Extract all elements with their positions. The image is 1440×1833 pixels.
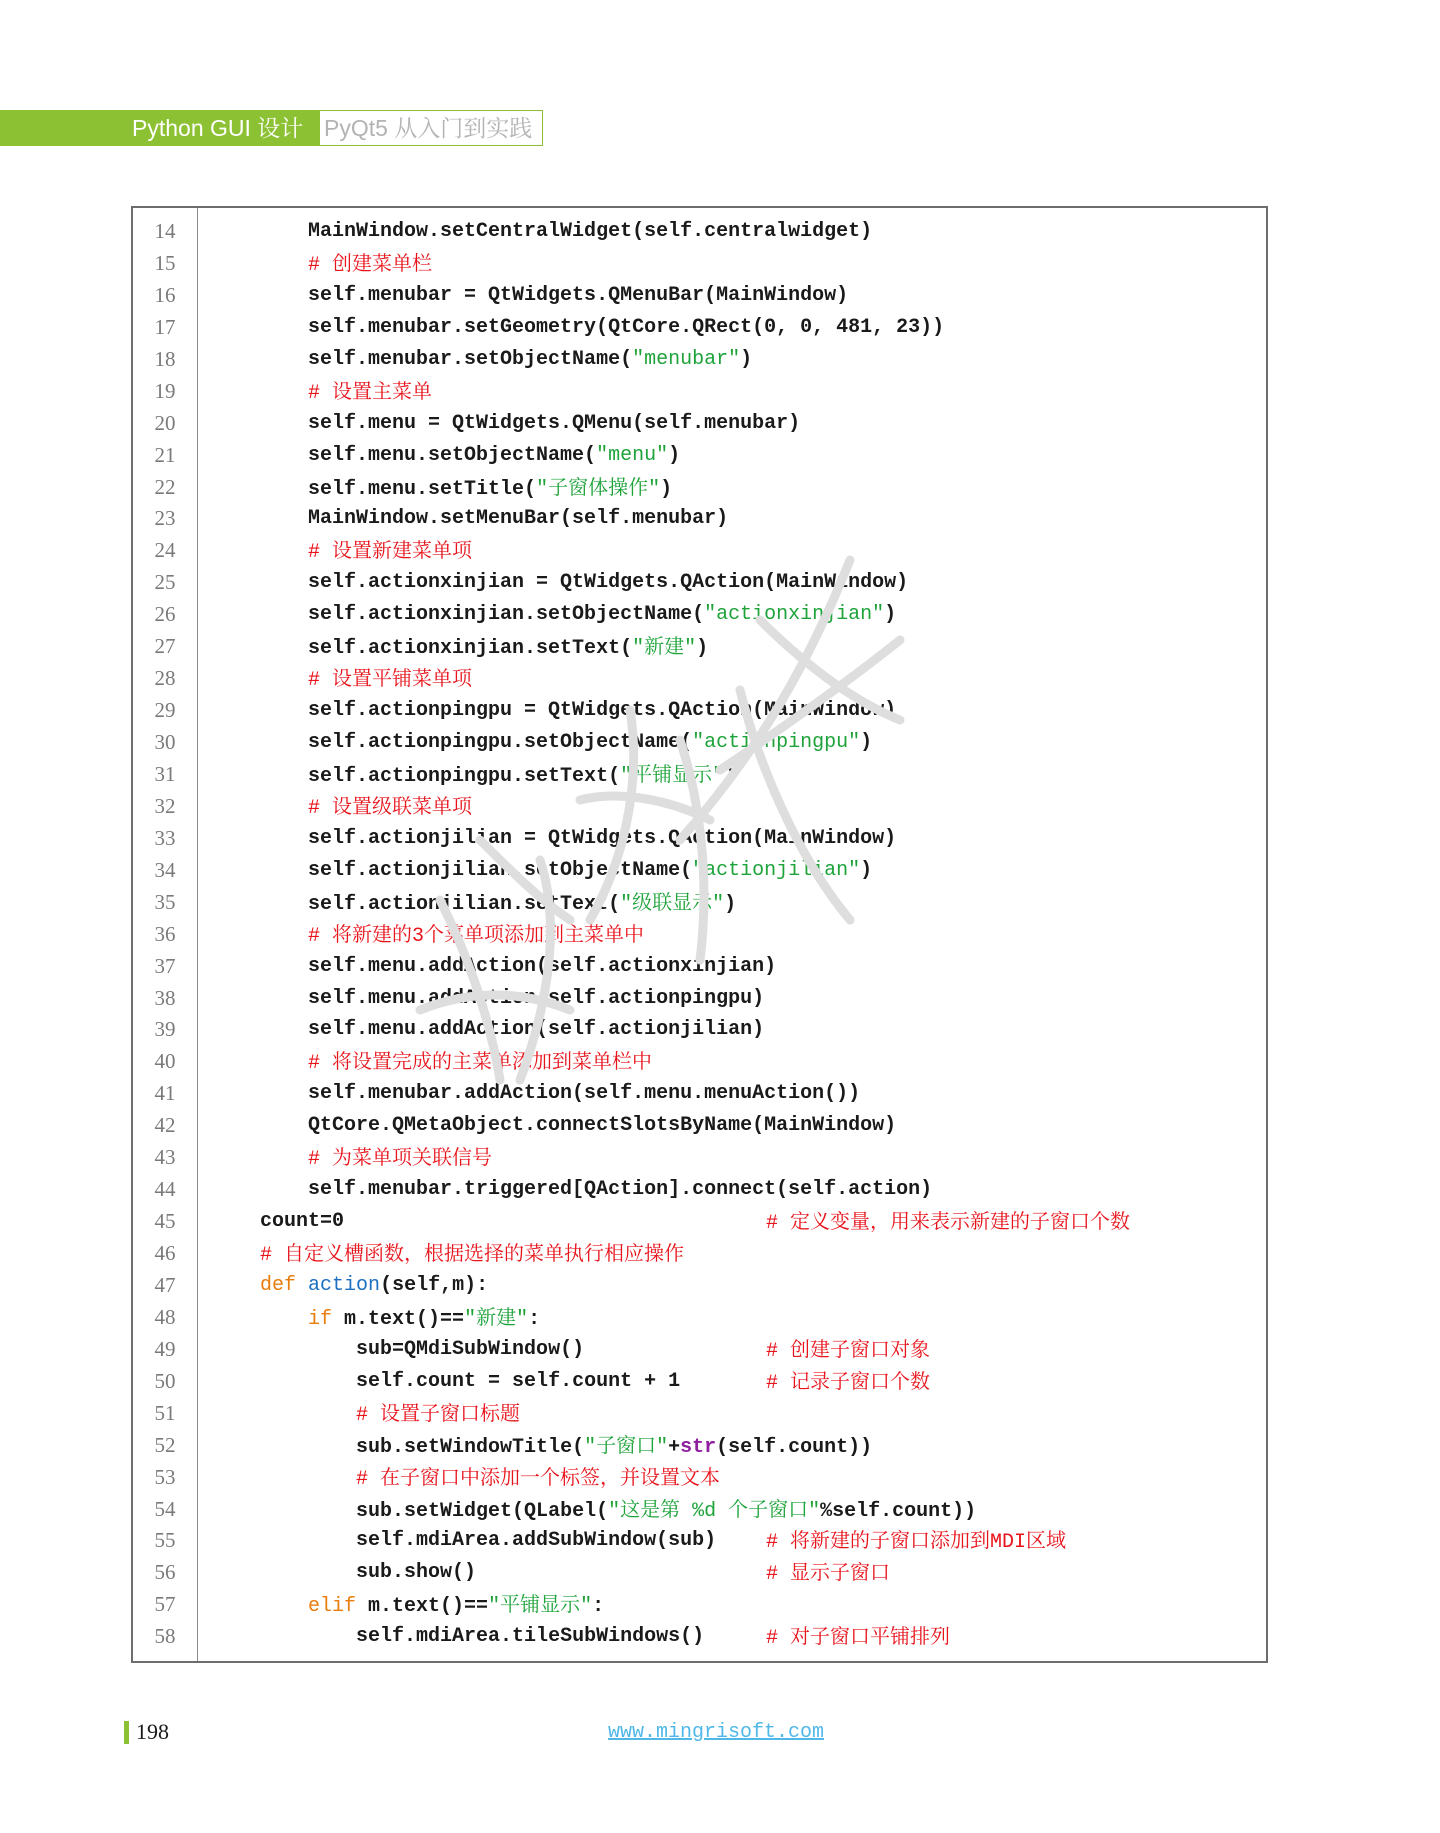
- code-line: [133, 887, 1266, 919]
- code-line: [133, 1462, 1266, 1494]
- code-line: [133, 1014, 1266, 1046]
- code-line: [133, 951, 1266, 983]
- line-number: 42: [154, 1113, 176, 1138]
- code-text: [212, 1334, 584, 1366]
- page-number: 198: [136, 1719, 169, 1744]
- line-number: 58: [154, 1624, 176, 1649]
- code-line: [133, 344, 1266, 376]
- code-line: [133, 1238, 1266, 1270]
- line-number: 48: [154, 1304, 176, 1329]
- line-number: 32: [154, 793, 176, 818]
- code-line: [133, 376, 1266, 408]
- code-text: [212, 1206, 344, 1238]
- token-string: "actionpingpu": [692, 731, 861, 754]
- line-number: 52: [154, 1432, 176, 1457]
- code-listing: [131, 206, 1268, 1663]
- token-comment: # 设置级联菜单项: [308, 793, 473, 820]
- code-line: [133, 1621, 1266, 1653]
- code-text: [212, 280, 848, 312]
- code-line: [133, 1525, 1266, 1557]
- token-plain: self.actionpingpu = QtWidgets.QAction(MainWindow): [308, 699, 897, 723]
- code-line: [133, 216, 1266, 248]
- token-plain: self.actionxinjian = QtWidgets.QAction(MainWindow): [308, 571, 909, 595]
- book-title: Python GUI 设计: [132, 115, 304, 141]
- line-number: 45: [154, 1209, 176, 1234]
- code-line: [133, 1366, 1266, 1398]
- line-number: 44: [154, 1177, 176, 1202]
- token-comment: # 将新建的3个菜单项添加到主菜单中: [308, 921, 645, 948]
- code-line: [133, 1557, 1266, 1589]
- code-line: [133, 408, 1266, 440]
- code-text: [212, 983, 764, 1015]
- code-text: [212, 472, 672, 506]
- code-text: [212, 1621, 704, 1653]
- code-text: [212, 1014, 764, 1046]
- token-plain: self.menu.addAction(self.actionpingpu): [308, 986, 765, 1010]
- code-text: [212, 503, 728, 535]
- token-plain: ): [724, 764, 737, 788]
- code-line: [133, 312, 1266, 344]
- token-plain: ): [884, 603, 897, 627]
- code-line: [133, 1046, 1266, 1078]
- code-line: [133, 280, 1266, 312]
- token-plain: self.menubar.setGeometry(QtCore.QRect(0, 0, 481, 23)): [308, 315, 945, 339]
- code-line: [133, 1174, 1266, 1206]
- token-plain: self.menu.addAction(self.actionxinjian): [308, 954, 777, 978]
- line-number: 38: [154, 985, 176, 1010]
- website-link[interactable]: www.mingrisoft.com: [608, 1721, 825, 1744]
- code-text: [212, 599, 896, 631]
- code-line: [133, 535, 1266, 567]
- line-number: 21: [154, 442, 176, 467]
- line-number: 40: [154, 1049, 176, 1074]
- line-number: 53: [154, 1464, 176, 1489]
- token-plain: self.actionpingpu.setText(: [308, 764, 621, 788]
- code-text: [212, 1494, 976, 1528]
- code-line: [133, 1206, 1266, 1238]
- code-line: [133, 1398, 1266, 1430]
- line-number: 29: [154, 698, 176, 723]
- code-line: [133, 599, 1266, 631]
- code-text: [212, 1398, 520, 1432]
- line-number: 57: [154, 1592, 176, 1617]
- code-text: [212, 1046, 652, 1080]
- code-text: [212, 1462, 720, 1496]
- token-plain: ): [740, 347, 753, 371]
- token-plain: sub.show(): [356, 1561, 477, 1585]
- line-number: 56: [154, 1560, 176, 1585]
- code-text: [212, 695, 896, 727]
- token-func: action: [308, 1273, 381, 1297]
- line-number: 22: [154, 474, 176, 499]
- code-lines: [133, 216, 1266, 1653]
- code-line: [133, 1142, 1266, 1174]
- token-keyword: def: [260, 1273, 297, 1297]
- token-plain: self.actionjilian.setText(: [308, 892, 621, 916]
- line-number: 15: [154, 250, 176, 275]
- code-text: [212, 1174, 932, 1206]
- line-number: 51: [154, 1400, 176, 1425]
- token-plain: m.text()==: [332, 1307, 465, 1331]
- token-plain: ): [668, 443, 681, 467]
- line-number: 19: [154, 378, 176, 403]
- token-string: "平铺显示": [620, 761, 725, 788]
- token-builtin: str: [680, 1435, 717, 1459]
- line-number: 17: [154, 314, 176, 339]
- token-plain: MainWindow.setCentralWidget(self.centralwidget): [308, 220, 873, 243]
- token-plain: self.actionjilian.setObjectName(: [308, 858, 693, 882]
- code-text: [212, 823, 896, 855]
- line-number: 18: [154, 346, 176, 371]
- token-plain: self.actionpingpu.setObjectName(: [308, 731, 693, 754]
- token-plain: self.menubar.triggered[QAction].connect(self.action): [308, 1178, 933, 1202]
- line-number: 25: [154, 570, 176, 595]
- code-text: [212, 1525, 716, 1557]
- code-line: [133, 791, 1266, 823]
- token-comment: # 自定义槽函数，根据选择的菜单执行相应操作: [260, 1241, 685, 1267]
- inline-comment: # 对子窗口平铺排列: [766, 1624, 951, 1651]
- code-text: [212, 1270, 488, 1302]
- token-keyword: if: [308, 1307, 333, 1331]
- line-number: 24: [154, 538, 176, 563]
- token-comment: # 创建菜单栏: [308, 250, 433, 277]
- line-number: 16: [154, 282, 176, 307]
- code-line: [133, 727, 1266, 759]
- inline-comment: # 将新建的子窗口添加到MDI区域: [766, 1528, 1067, 1555]
- line-number: 31: [154, 761, 176, 786]
- token-plain: self.menu = QtWidgets.QMenu(self.menubar): [308, 411, 801, 435]
- code-text: [212, 535, 472, 569]
- token-plain: %self.count)): [820, 1499, 977, 1523]
- token-plain: (self.count)): [716, 1435, 873, 1459]
- line-number: 23: [154, 506, 176, 531]
- code-text: [212, 1589, 604, 1623]
- code-line: [133, 823, 1266, 855]
- token-plain: m.text()==: [356, 1595, 489, 1619]
- inline-comment: # 定义变量，用来表示新建的子窗口个数: [766, 1209, 1131, 1236]
- line-number: 55: [154, 1528, 176, 1553]
- token-plain: self.menubar.setObjectName(: [308, 347, 633, 371]
- code-text: [212, 312, 944, 344]
- inline-comment: # 创建子窗口对象: [766, 1336, 931, 1363]
- code-text: [212, 791, 472, 825]
- code-line: [133, 248, 1266, 280]
- token-plain: self.menu.addAction(self.actionjilian): [308, 1018, 765, 1042]
- code-text: [212, 1557, 476, 1589]
- token-plain: self.actionjilian = QtWidgets.QAction(MainWindow): [308, 826, 897, 850]
- line-number: 49: [154, 1336, 176, 1361]
- code-line: [133, 1334, 1266, 1366]
- code-line: [133, 695, 1266, 727]
- token-plain: sub=QMdiSubWindow(): [356, 1337, 585, 1361]
- line-number: 28: [154, 666, 176, 691]
- inline-comment: # 记录子窗口个数: [766, 1368, 931, 1395]
- token-plain: self.count = self.count + 1: [356, 1369, 681, 1393]
- token-plain: self.actionxinjian.setText(: [308, 637, 633, 661]
- line-number: 36: [154, 921, 176, 946]
- line-number: 46: [154, 1241, 176, 1265]
- token-string: "子窗体操作": [536, 474, 661, 501]
- token-plain: ): [724, 892, 737, 916]
- code-line: [133, 983, 1266, 1015]
- token-comment: # 将设置完成的主菜单添加到菜单栏中: [308, 1049, 653, 1076]
- line-number: 35: [154, 889, 176, 914]
- token-plain: QtCore.QMetaObject.connectSlotsByName(MainWindow): [308, 1114, 897, 1138]
- token-comment: # 设置子窗口标题: [356, 1400, 521, 1427]
- token-comment: # 设置主菜单: [308, 378, 433, 405]
- code-text: [212, 1110, 896, 1142]
- code-line: [133, 1270, 1266, 1302]
- code-line: [133, 855, 1266, 887]
- token-plain: +: [668, 1435, 681, 1459]
- code-text: [212, 216, 872, 248]
- code-line: [133, 440, 1266, 472]
- token-string: "子窗口": [584, 1432, 669, 1459]
- code-text: [212, 1366, 680, 1398]
- token-plain: ): [860, 858, 873, 882]
- token-string: "新建": [632, 634, 697, 661]
- token-plain: :: [592, 1595, 605, 1619]
- line-number: 37: [154, 953, 176, 978]
- token-string: "menu": [596, 443, 669, 467]
- line-number: 33: [154, 825, 176, 850]
- token-string: "新建": [464, 1304, 529, 1331]
- line-number: 26: [154, 602, 176, 627]
- code-line: [133, 1494, 1266, 1526]
- code-text: [212, 855, 872, 887]
- token-plain: ): [860, 731, 873, 754]
- token-string: "级联显示": [620, 889, 725, 916]
- page-marker: [124, 1721, 129, 1744]
- code-text: [212, 344, 752, 376]
- code-text: [212, 919, 644, 953]
- code-text: [212, 408, 800, 440]
- code-text: [212, 1238, 684, 1272]
- token-comment: # 在子窗口中添加一个标签，并设置文本: [356, 1464, 721, 1491]
- code-line: [133, 1110, 1266, 1142]
- code-text: [212, 727, 872, 759]
- code-line: [133, 1430, 1266, 1462]
- token-comment: # 为菜单项关联信号: [308, 1145, 493, 1172]
- line-number: 47: [154, 1272, 176, 1297]
- token-string: "menubar": [632, 347, 741, 371]
- code-text: [212, 887, 736, 921]
- code-text: [212, 440, 680, 472]
- token-string: "这是第 %d 个子窗口": [608, 1496, 821, 1523]
- line-number: 34: [154, 857, 176, 882]
- line-number: 39: [154, 1017, 176, 1042]
- code-text: [212, 248, 432, 282]
- token-string: "actionxinjian": [704, 603, 885, 627]
- token-plain: self.menu.setObjectName(: [308, 443, 597, 467]
- code-line: [133, 503, 1266, 535]
- code-text: [212, 951, 776, 983]
- code-line: [133, 1302, 1266, 1334]
- token-plain: count=0: [260, 1210, 345, 1234]
- line-number: 41: [154, 1081, 176, 1106]
- code-line: [133, 472, 1266, 504]
- token-plain: (self,m):: [380, 1273, 489, 1297]
- code-text: [212, 663, 472, 697]
- token-plain: self.actionxinjian.setObjectName(: [308, 603, 705, 627]
- line-number: 43: [154, 1145, 176, 1170]
- code-text: [212, 1078, 860, 1110]
- code-text: [212, 1142, 492, 1176]
- line-number: 20: [154, 410, 176, 435]
- token-string: "actionjilian": [692, 858, 861, 882]
- code-text: [212, 567, 908, 599]
- code-text: [212, 759, 736, 793]
- token-keyword: elif: [308, 1595, 357, 1619]
- code-text: [212, 1302, 540, 1336]
- line-number: 50: [154, 1368, 176, 1393]
- code-line: [133, 663, 1266, 695]
- token-plain: self.menu.setTitle(: [308, 477, 537, 501]
- token-plain: sub.setWindowTitle(: [356, 1435, 585, 1459]
- code-line: [133, 759, 1266, 791]
- token-plain: [296, 1274, 308, 1297]
- token-plain: self.menubar = QtWidgets.QMenuBar(MainWindow): [308, 283, 849, 307]
- code-text: [212, 1430, 872, 1464]
- code-line: [133, 567, 1266, 599]
- token-plain: :: [528, 1307, 541, 1331]
- token-comment: # 设置平铺菜单项: [308, 666, 473, 693]
- code-text: [212, 631, 708, 665]
- token-plain: self.mdiArea.tileSubWindows(): [356, 1625, 705, 1649]
- token-plain: sub.setWidget(QLabel(: [356, 1499, 609, 1523]
- code-line: [133, 1589, 1266, 1621]
- inline-comment: # 显示子窗口: [766, 1560, 891, 1587]
- code-text: [212, 376, 432, 410]
- line-number: 30: [154, 730, 176, 754]
- token-plain: ): [660, 477, 673, 501]
- book-subtitle: PyQt5 从入门到实践: [320, 110, 543, 146]
- line-number: 54: [154, 1496, 176, 1521]
- token-plain: MainWindow.setMenuBar(self.menubar): [308, 507, 729, 531]
- code-line: [133, 1078, 1266, 1110]
- code-line: [133, 631, 1266, 663]
- token-plain: self.mdiArea.addSubWindow(sub): [356, 1529, 717, 1553]
- code-line: [133, 919, 1266, 951]
- line-number: 14: [154, 219, 176, 243]
- line-number: 27: [154, 634, 176, 659]
- token-plain: self.menubar.addAction(self.menu.menuAction()): [308, 1082, 861, 1106]
- token-string: "平铺显示": [488, 1592, 593, 1619]
- token-comment: # 设置新建菜单项: [308, 538, 473, 565]
- token-plain: ): [696, 637, 709, 661]
